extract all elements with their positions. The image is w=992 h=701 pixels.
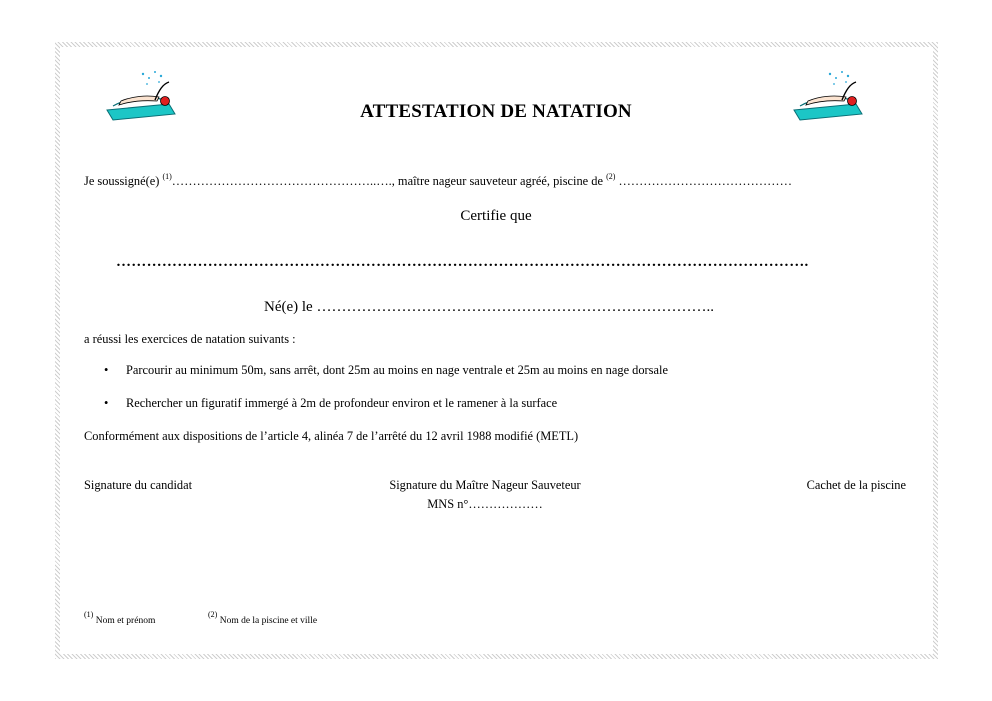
footnote-ref-2: (2) xyxy=(606,172,616,181)
lifeguard-signature-label: Signature du Maître Nageur Sauveteur xyxy=(389,478,581,492)
footnote-2 xyxy=(208,610,318,626)
declarant-prefix: Je soussigné(e) xyxy=(84,174,163,188)
exercise-item: Parcourir au minimum 50m, sans arrêt, dont 25m au moins en nage ventrale et 25m au moins en nage dorsale xyxy=(126,363,668,377)
pool-stamp-label: Cachet de la piscine xyxy=(806,478,906,492)
certifie-heading: Certifie que xyxy=(460,208,532,224)
legal-reference: Conformément aux dispositions de l’article 4, alinéa 7 de l’arrêté du 12 avril 1988 modifié (METL) xyxy=(84,429,579,443)
footnote-ref-1: (1) xyxy=(162,172,172,181)
footnote-1-text: Nom et prénom xyxy=(93,616,156,626)
footnote-2-marker: (2) xyxy=(208,610,218,619)
exercise-item: Rechercher un figuratif immergé à 2m de profondeur environ et le ramener à la surface xyxy=(126,396,558,410)
footnote-1-marker: (1) xyxy=(84,610,94,619)
birth-date-field: Né(e) le …………………………………………………………………….. xyxy=(264,299,714,315)
footnote-2-text: Nom de la piscine et ville xyxy=(217,616,318,626)
pool-name-field: …………………………………… xyxy=(615,174,792,188)
declarant-line xyxy=(84,174,792,189)
bullet-icon: • xyxy=(104,396,109,410)
bullet-icon: • xyxy=(104,363,109,377)
footnote-1 xyxy=(84,610,156,626)
candidate-name-field: ………………………………………………………………………………………………………………………. xyxy=(116,254,809,270)
exercises-intro: a réussi les exercices de natation suivants : xyxy=(84,332,296,346)
document-title: ATTESTATION DE NATATION xyxy=(360,101,632,122)
declarant-name-field: …………………………………………..…., maître nageur sauveteur agréé, piscine de xyxy=(171,174,607,188)
mns-number-field: MNS n°……………… xyxy=(427,497,543,511)
candidate-signature-label: Signature du candidat xyxy=(84,478,193,492)
dotted-border-frame xyxy=(55,42,938,659)
